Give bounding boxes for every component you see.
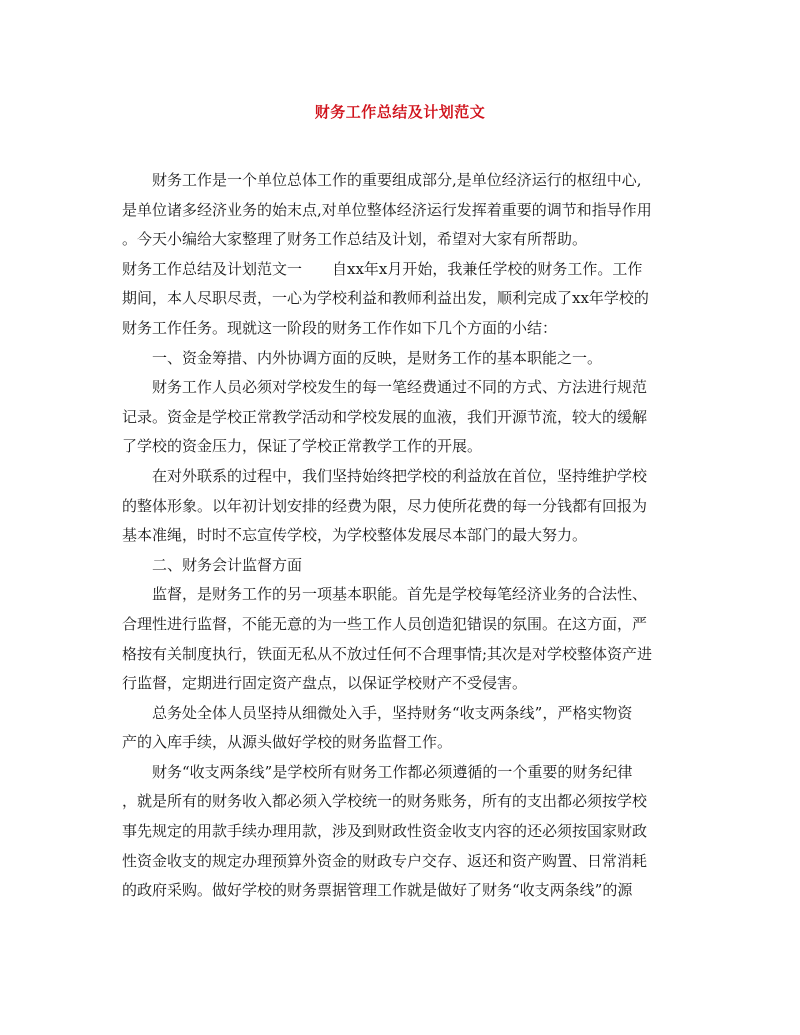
text-line: 财务工作人员必须对学校发生的每一笔经费通过不同的方式、方法进行规范	[152, 378, 648, 397]
text-line: 期间，本人尽职尽责，一心为学校利益和教师利益出发，顺利完成了xx年学校的	[122, 289, 649, 308]
text-line: 是单位诸多经济业务的始末点,对单位整体经济运行发挥着重要的调节和指导作用	[122, 200, 652, 219]
text-line: 性资金收支的规定办理预算外资金的财政专户交存、返还和资产购置、日常消耗	[122, 851, 648, 870]
text-line: 格按有关制度执行，铁面无私从不放过任何不合理事情;其次是对学校整体资产进	[122, 644, 653, 663]
text-line: 产的入库手续，从源头做好学校的财务监督工作。	[122, 733, 453, 752]
text-line: 二、财务会计监督方面	[152, 555, 303, 574]
text-line: 一、资金筹措、内外协调方面的反映，是财务工作的基本职能之一。	[152, 348, 603, 367]
text-line: 总务处全体人员坚持从细微处入手，坚持财务“收支两条线”，严格实物资	[152, 703, 633, 722]
text-line: 的政府采购。做好学校的财务票据管理工作就是做好了财务“收支两条线”的源	[122, 881, 633, 900]
text-line: 行监督，定期进行固定资产盘点，以保证学校财产不受侵害。	[122, 674, 528, 693]
text-line: ，就是所有的财务收入都必须入学校统一的财务账务，所有的支出都必须按学校	[122, 792, 648, 811]
text-line: 了学校的资金压力，保证了学校正常教学工作的开展。	[122, 437, 483, 456]
text-line: 事先规定的用款手续办理用款，涉及到财政性资金收支内容的还必须按国家财政	[122, 822, 648, 841]
document-body	[122, 166, 680, 906]
text-line: 。今天小编给大家整理了财务工作总结及计划，希望对大家有所帮助。	[122, 230, 588, 249]
text-line: 财务工作总结及计划范文一 自xx年x月开始，我兼任学校的财务工作。工作	[122, 259, 643, 278]
text-line: 在对外联系的过程中，我们坚持始终把学校的利益放在首位，坚持维护学校	[152, 466, 648, 485]
text-line: 财务工作任务。现就这一阶段的财务工作作如下几个方面的小结：	[122, 318, 558, 337]
text-line: 的整体形象。以年初计划安排的经费为限，尽力使所花费的每一分钱都有回报为	[122, 496, 648, 515]
text-line: 财务“收支两条线”是学校所有财务工作都必须遵循的一个重要的财务纪律	[152, 762, 633, 781]
text-line: 财务工作是一个单位总体工作的重要组成部分,是单位经济运行的枢纽中心,	[152, 171, 642, 189]
document-title: 财务工作总结及计划范文	[314, 103, 486, 121]
text-line: 记录。资金是学校正常教学活动和学校发展的血液，我们开源节流，较大的缓解	[122, 407, 648, 426]
text-line: 合理性进行监督，不能无意的为一些工作人员创造犯错误的氛围。在这方面，严	[122, 614, 648, 633]
text-line: 基本准绳，时时不忘宣传学校，为学校整体发展尽本部门的最大努力。	[122, 526, 588, 545]
text-line: 监督，是财务工作的另一项基本职能。首先是学校每笔经济业务的合法性、	[152, 585, 648, 604]
